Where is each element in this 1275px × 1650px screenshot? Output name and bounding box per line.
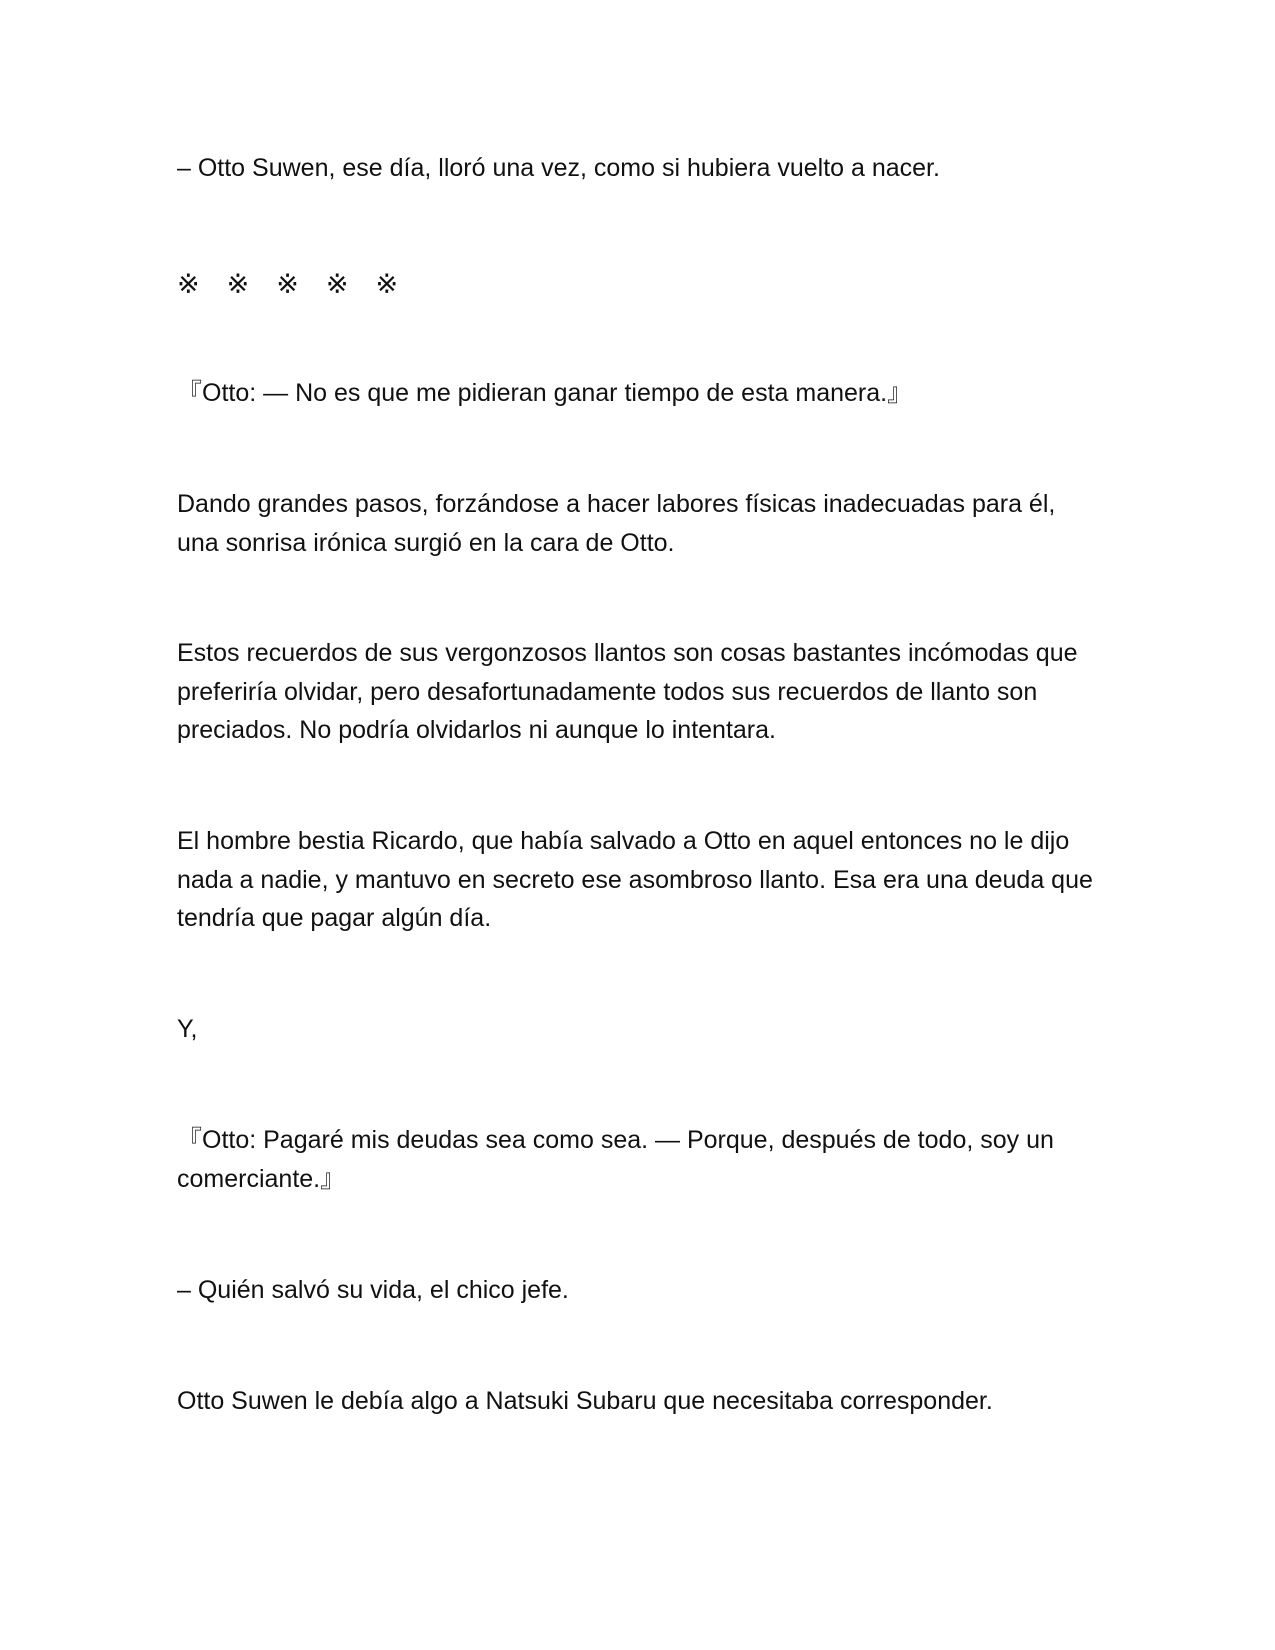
narration-line-subaru: Otto Suwen le debía algo a Natsuki Subaru que necesitaba corresponder. — [177, 1387, 993, 1415]
paragraph-ironic-smile: Dando grandes pasos, forzándose a hacer labores físicas inadecuadas para él, una sonrisa irónica surgió en la cara de Otto. — [177, 490, 1056, 557]
paragraph-ricardo: El hombre bestia Ricardo, que había salvado a Otto en aquel entonces no le dijo nada a nadie, y mantuvo en secreto ese asombroso llanto. Esa era una deuda que tendría que pagar algún día. — [177, 827, 1093, 932]
narration-line-rebirth: – Otto Suwen, ese día, lloró una vez, como si hubiera vuelto a nacer. — [177, 154, 940, 182]
narration-line-and: Y, — [177, 1015, 198, 1043]
dialogue-otto-time: 『Otto: — No es que me pidieran ganar tiempo de esta manera.』 — [177, 379, 913, 407]
dialogue-otto-debts: 『Otto: Pagaré mis deudas sea como sea. — Porque, después de todo, soy un comerciante.』 — [177, 1126, 1054, 1193]
narration-line-boss: – Quién salvó su vida, el chico jefe. — [177, 1276, 569, 1304]
paragraph-memories: Estos recuerdos de sus vergonzosos llantos son cosas bastantes incómodas que preferiría olvidar, pero desafortunadamente todos sus recuerdos de llanto son preciados. No podría olvidarlos ni aunque lo intentara. — [177, 639, 1078, 744]
scene-separator: ※ ※ ※ ※ ※ — [177, 269, 399, 300]
